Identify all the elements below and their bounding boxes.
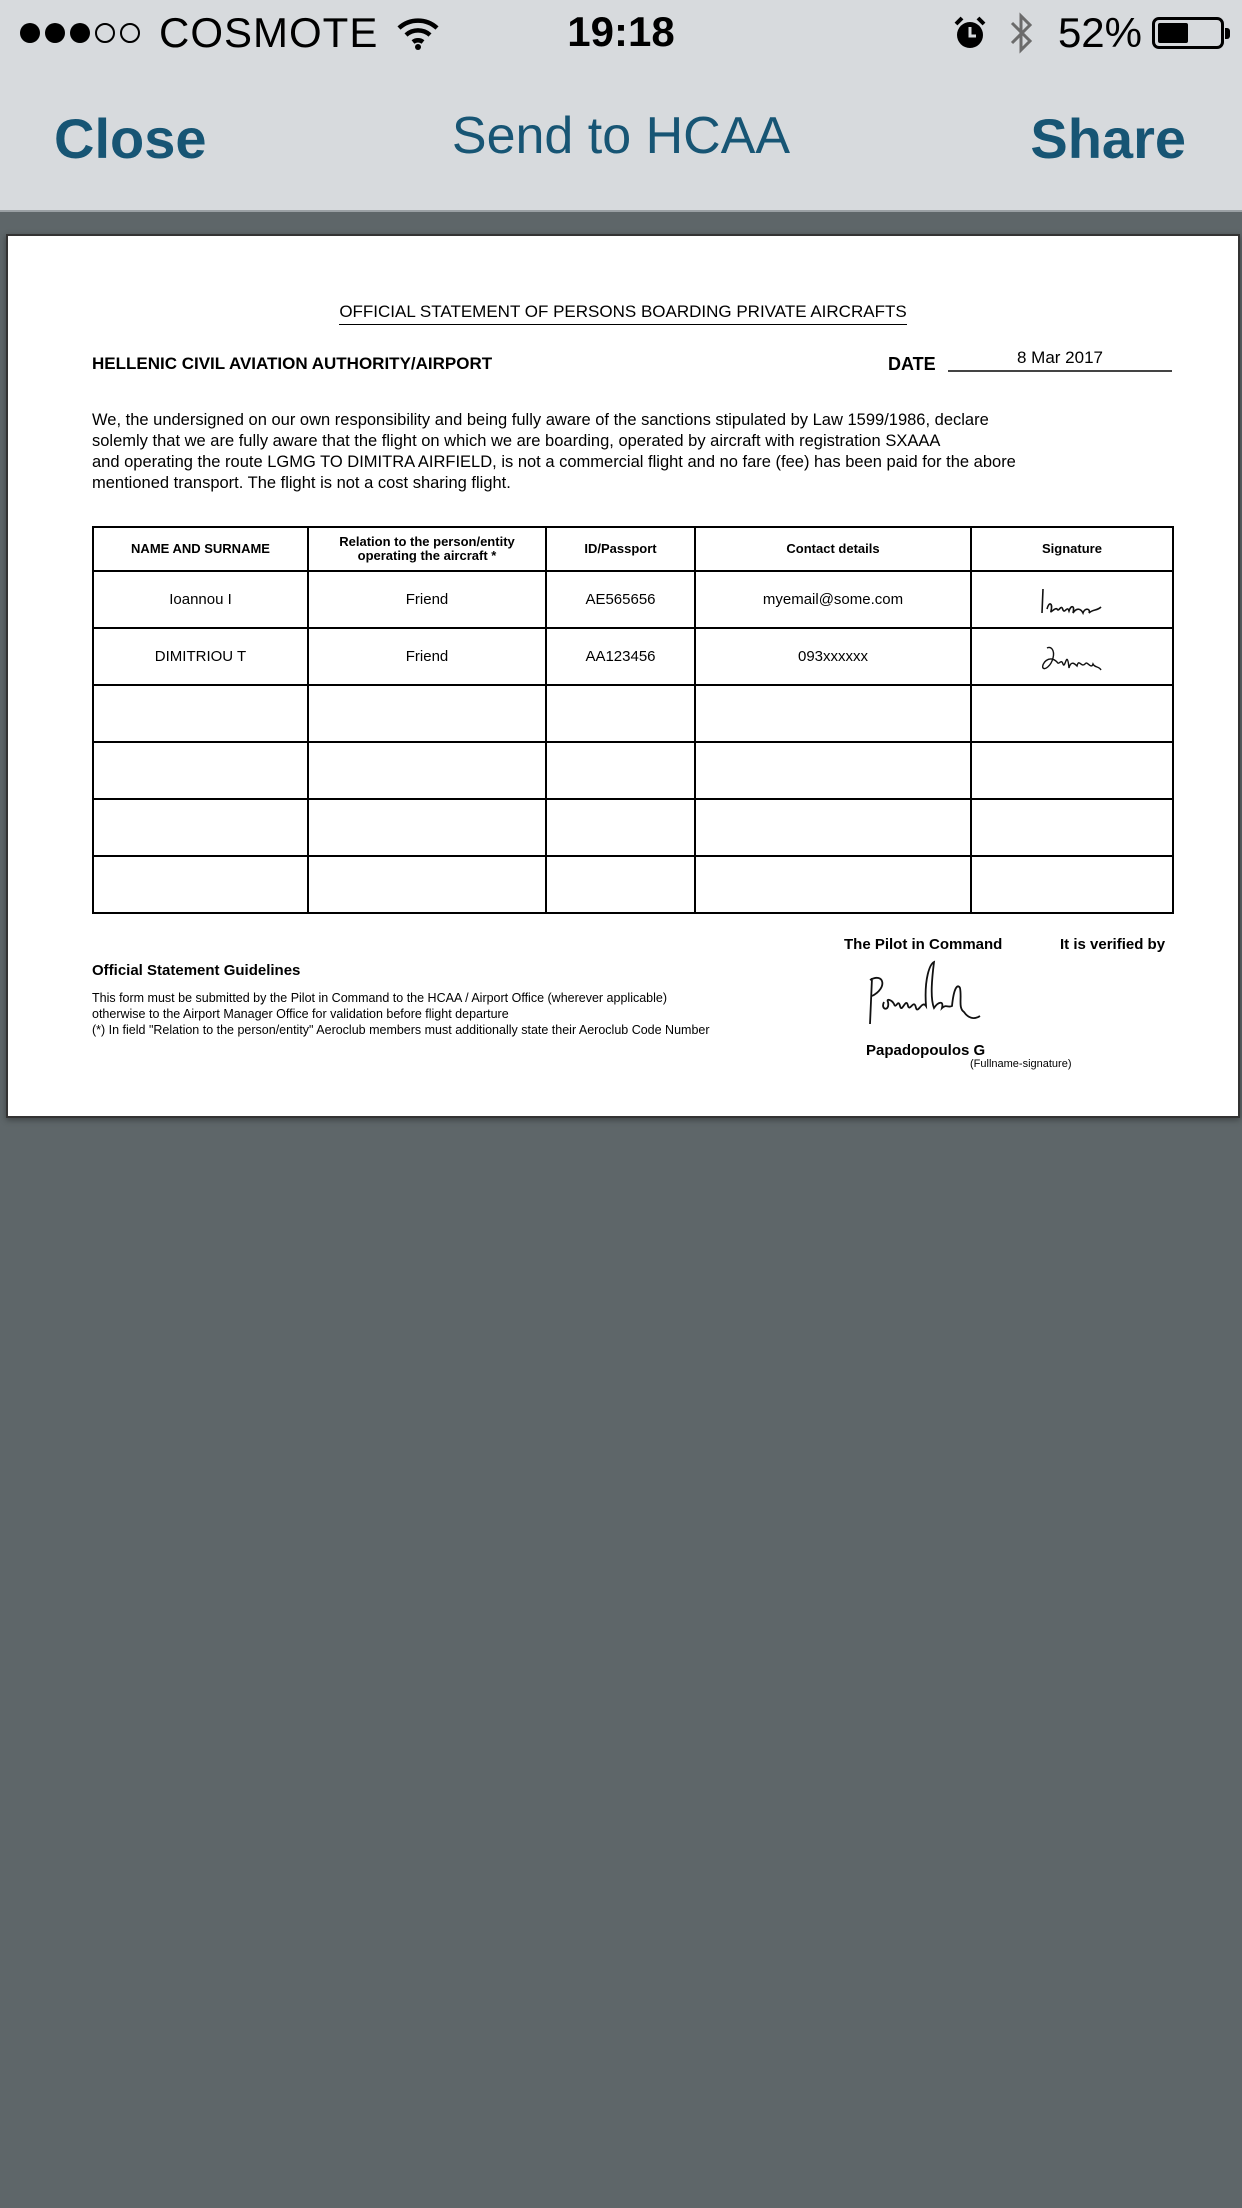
battery-percent: 52%	[1057, 9, 1142, 56]
alarm-clock-icon	[952, 15, 988, 51]
cell-name: Ioannou I	[93, 571, 308, 628]
pilot-signature-icon	[864, 958, 994, 1038]
cell-relation	[308, 799, 546, 856]
column-header-relation: Relation to the person/entity operating the aircraft *	[308, 527, 546, 571]
close-button[interactable]: Close	[54, 107, 207, 170]
table-row	[93, 856, 1173, 913]
guideline-line: otherwise to the Airport Manager Office for validation before flight departure	[92, 1007, 509, 1021]
cell-id	[546, 685, 695, 742]
cell-contact: myemail@some.com	[695, 571, 971, 628]
cell-relation: Friend	[308, 571, 546, 628]
cell-contact	[695, 856, 971, 913]
column-header-contact: Contact details	[695, 527, 971, 571]
document-title-text: OFFICIAL STATEMENT OF PERSONS BOARDING PRIVATE AIRCRAFTS	[339, 302, 906, 325]
cell-name	[93, 742, 308, 799]
declaration-line: mentioned transport. The flight is not a cost sharing flight.	[92, 474, 511, 492]
cell-signature	[971, 742, 1173, 799]
cell-contact	[695, 685, 971, 742]
cell-contact	[695, 742, 971, 799]
status-time: 19:18	[567, 8, 675, 55]
date-label: DATE	[888, 354, 936, 374]
cell-name	[93, 856, 308, 913]
guidelines-text	[92, 990, 710, 1038]
table-row	[93, 571, 1173, 628]
cell-signature	[971, 685, 1173, 742]
cell-relation	[308, 856, 546, 913]
cell-id	[546, 799, 695, 856]
document-title	[8, 302, 1238, 322]
status-bar	[0, 0, 1242, 66]
table-row	[93, 685, 1173, 742]
bluetooth-icon	[1008, 11, 1034, 55]
table-header-row	[93, 527, 1173, 571]
signature-dimitriou-icon	[1037, 640, 1107, 674]
pilot-name: Papadopoulos G	[866, 1042, 986, 1059]
date-value: 8 Mar 2017	[948, 348, 1172, 372]
fullname-signature-note: (Fullname-signature)	[970, 1058, 1072, 1070]
battery-nub	[1225, 28, 1230, 39]
cell-name	[93, 685, 308, 742]
cell-signature	[971, 628, 1173, 685]
declaration-line: and operating the route LGMG TO DIMITRA AIRFIELD, is not a commercial flight and no fare (fee) has been paid for the abore	[92, 453, 1016, 471]
cell-id	[546, 742, 695, 799]
nav-title: Send to HCAA	[451, 107, 791, 165]
guideline-line: This form must be submitted by the Pilot in Command to the HCAA / Airport Office (wherever applicable)	[92, 991, 668, 1005]
declaration-line: We, the undersigned on our own responsibility and being fully aware of the sanctions stipulated by Law 1599/1986, declare	[92, 411, 989, 429]
cell-contact	[695, 799, 971, 856]
passengers-table	[92, 526, 1174, 914]
verified-by-label: It is verified by	[1060, 936, 1166, 953]
guideline-line: (*) In field "Relation to the person/entity" Aeroclub members must additionally state their Aeroclub Code Number	[92, 1023, 710, 1037]
document-preview[interactable]	[6, 234, 1240, 1118]
cell-signature	[971, 799, 1173, 856]
authority-label: HELLENIC CIVIL AVIATION AUTHORITY/AIRPORT	[92, 354, 493, 373]
cell-id: AE565656	[546, 571, 695, 628]
cell-id: AA123456	[546, 628, 695, 685]
guidelines-title: Official Statement Guidelines	[92, 962, 301, 979]
status-right	[952, 8, 1224, 58]
pilot-in-command-label: The Pilot in Command	[844, 936, 1003, 953]
table-row	[93, 742, 1173, 799]
cell-signature	[971, 856, 1173, 913]
cell-relation	[308, 742, 546, 799]
cell-name: DIMITRIOU T	[93, 628, 308, 685]
cell-relation: Friend	[308, 628, 546, 685]
share-button[interactable]: Share	[1030, 107, 1186, 170]
battery-fill	[1158, 23, 1188, 43]
battery-icon	[1152, 17, 1224, 49]
declaration-line: solemly that we are fully aware that the flight on which we are boarding, operated by aircraft with registration SXAAA	[92, 432, 941, 450]
cell-id	[546, 856, 695, 913]
table-row	[93, 628, 1173, 685]
column-header-signature: Signature	[971, 527, 1173, 571]
cell-relation	[308, 685, 546, 742]
column-header-id: ID/Passport	[546, 527, 695, 571]
cell-signature	[971, 571, 1173, 628]
table-row	[93, 799, 1173, 856]
declaration-text	[92, 410, 1152, 494]
cell-contact: 093xxxxxx	[695, 628, 971, 685]
carrier-name: COSMOTE	[159, 9, 379, 56]
cell-name	[93, 799, 308, 856]
column-header-name: NAME AND SURNAME	[93, 527, 308, 571]
signature-ioannou-icon	[1037, 583, 1107, 617]
navigation-bar	[0, 66, 1242, 212]
